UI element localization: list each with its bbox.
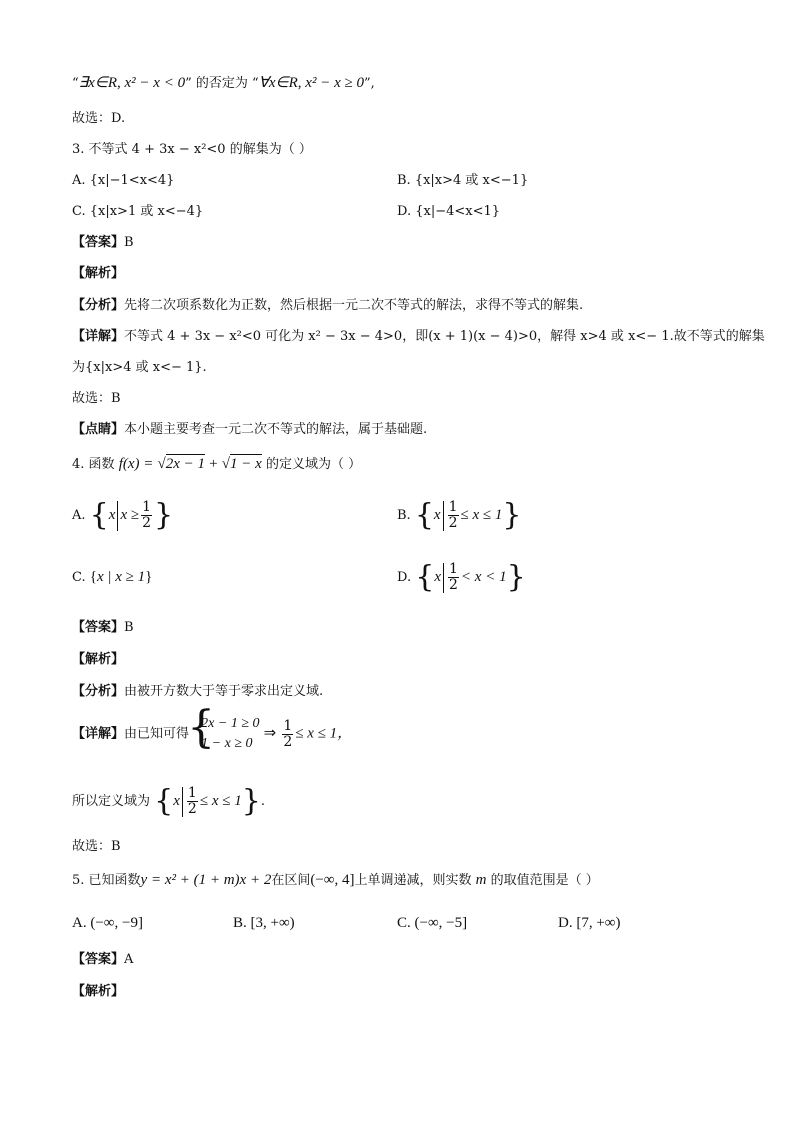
q4-fenxi: [72, 683, 323, 701]
answer-value: B: [124, 235, 134, 250]
set-variable: x: [433, 507, 441, 523]
fraction-denominator: 2: [449, 577, 458, 593]
answer-tag: 【答案】: [72, 235, 125, 250]
fenxi-tag: 【分析】: [72, 298, 125, 313]
q3-answer: [72, 234, 134, 252]
function-expression: f(x) =: [118, 456, 154, 472]
dianjing-text: 本小题主要考查一元二次不等式的解法，属于基础题.: [124, 422, 428, 437]
q5-stem-mid: 在区间: [271, 873, 311, 888]
q4-answer: [72, 619, 134, 637]
q3-xiangjie-1: [72, 328, 765, 346]
xiangjie-text: 不等式 4 + 3x − x²<0 可化为 x² − 3x − 4>0，即(x + 1)(x − 4)>0，解得 x>4 或 x<− 1.故不等式的解集: [124, 329, 765, 344]
q5-analysis-tag: 【解析】: [72, 984, 125, 999]
fraction-numerator: 1: [187, 785, 197, 801]
q5-stem-mid2: 上单调递减，则实数: [354, 873, 472, 888]
q4-option-c: C. {x | x ≥ 1}: [72, 569, 153, 585]
set-condition: ≤ x ≤ 1: [199, 793, 242, 809]
set-condition: x ≥: [120, 507, 140, 523]
universal-statement: ∀x∈R, x² − x ≥ 0: [258, 75, 364, 91]
fraction-denominator: 2: [448, 515, 458, 531]
answer-tag: 【答案】: [72, 620, 125, 635]
answer-value: A: [124, 952, 134, 967]
set-condition: < x < 1: [460, 569, 507, 585]
q4-domain: 所以定义域为 {x $\frac{1}{2}$ ≤ x ≤ 1}.: [72, 783, 265, 819]
inequality-system: [193, 714, 259, 754]
fenxi-text: 先将二次项系数化为正数，然后根据一元二次不等式的解法，求得不等式的解集.: [124, 298, 584, 313]
interval: (−∞, 4]: [310, 872, 355, 888]
q5-option-c: C. (−∞, −5]: [397, 915, 468, 931]
fenxi-text: 由被开方数大于等于零求出定义域.: [124, 684, 324, 699]
q5-stem-suffix: 的取值范围是（ ）: [490, 873, 599, 888]
system-line-2: 1 − x ≥ 0: [201, 736, 253, 751]
q4-analysis-tag: 【解析】: [72, 652, 125, 667]
xiangjie-prefix: 由已知可得: [124, 726, 190, 742]
question-5-stem: [72, 871, 599, 890]
set-variable: x: [108, 507, 116, 523]
plus-sign: +: [209, 456, 218, 472]
q4-stem-prefix: 4. 函数: [72, 457, 115, 472]
negation-statement: [72, 74, 375, 93]
fraction-numerator: 1: [448, 499, 458, 515]
q3-analysis-tag: 【解析】: [72, 266, 125, 281]
open-quote: “: [72, 76, 79, 91]
q4-option-a: A. {x x ≥ $\frac{1}{2}$ }: [72, 497, 174, 533]
fraction-denominator: 2: [142, 515, 151, 531]
domain-end: .: [260, 794, 265, 809]
fraction-numerator: 1: [449, 561, 458, 577]
domain-prefix: 所以定义域为: [72, 794, 151, 809]
radicand-2: 1 − x: [230, 456, 262, 472]
q5-option-d: D. [7, +∞): [558, 915, 621, 931]
question-4-stem: 4. 函数 f(x) = √2x − 1 + √1 − x 的定义域为（ ）: [72, 456, 362, 472]
set-variable: x: [173, 793, 180, 809]
answer-value: B: [124, 620, 134, 635]
system-line-1: { 2x − 1 ≥ 0: [201, 716, 260, 731]
fraction-numerator: 1: [142, 499, 151, 515]
choice-line-q2: 故选：D.: [72, 111, 126, 126]
set-variable: x: [434, 569, 441, 585]
q3-option-c: C. {x|x>1 或 x<−4}: [72, 204, 204, 219]
dianjing-tag: 【点睛】: [72, 422, 125, 437]
option-label: B.: [397, 508, 411, 523]
xiangjie-tag: 【详解】: [72, 329, 125, 344]
option-label: A.: [72, 508, 86, 523]
fraction-denominator: 2: [283, 733, 293, 750]
q4-option-d: D. {x $\frac{1}{2}$ < x < 1}: [397, 559, 526, 595]
option-label: C.: [72, 570, 86, 585]
q3-dianjing: [72, 421, 427, 439]
q3-fenxi: [72, 297, 583, 315]
fenxi-tag: 【分析】: [72, 684, 125, 699]
q3-option-a: A. {x|−1<x<4}: [72, 173, 175, 188]
fraction-denominator: 2: [187, 801, 197, 817]
q3-option-d: D. {x|−4<x<1}: [397, 204, 501, 219]
q5-option-b: B. [3, +∞): [233, 915, 295, 931]
q4-stem-suffix: 的定义域为（ ）: [265, 457, 362, 472]
fraction-numerator: 1: [283, 717, 293, 734]
answer-tag: 【答案】: [72, 952, 125, 967]
implies-symbol: ⇒: [263, 725, 277, 742]
result-condition: ≤ x ≤ 1，: [295, 725, 353, 742]
q3-xiangjie-2: 为{x|x>4 或 x<− 1}.: [72, 360, 207, 375]
xiangjie-tag: 【详解】: [72, 726, 125, 742]
q4-xiangjie: [72, 714, 352, 754]
set-expression: x | x ≥ 1: [96, 569, 146, 585]
negation-connector: ” 的否定为 “: [185, 76, 259, 91]
q5-stem-prefix: 5. 已知函数: [72, 873, 141, 888]
q5-answer: [72, 951, 133, 969]
question-3-stem: 3. 不等式 4 + 3x − x²<0 的解集为（ ）: [72, 142, 312, 157]
q5-option-a: A. (−∞, −9]: [72, 915, 143, 931]
existential-statement: ∃x∈R, x² − x < 0: [78, 75, 186, 91]
close-quote: ”,: [363, 76, 375, 91]
q3-option-b: B. {x|x>4 或 x<−1}: [397, 173, 529, 188]
quadratic-function: y = x² + (1 + m)x + 2: [140, 872, 272, 888]
radicand-1: 2x − 1: [165, 456, 206, 472]
q4-option-b: B. {x $\frac{1}{2}$ ≤ x ≤ 1}: [397, 497, 522, 533]
option-label: D.: [397, 570, 412, 585]
set-condition: ≤ x ≤ 1: [460, 507, 503, 523]
q4-choose: 故选：B: [72, 839, 121, 854]
q3-choose: 故选：B: [72, 391, 121, 406]
variable-m: m: [475, 872, 487, 888]
